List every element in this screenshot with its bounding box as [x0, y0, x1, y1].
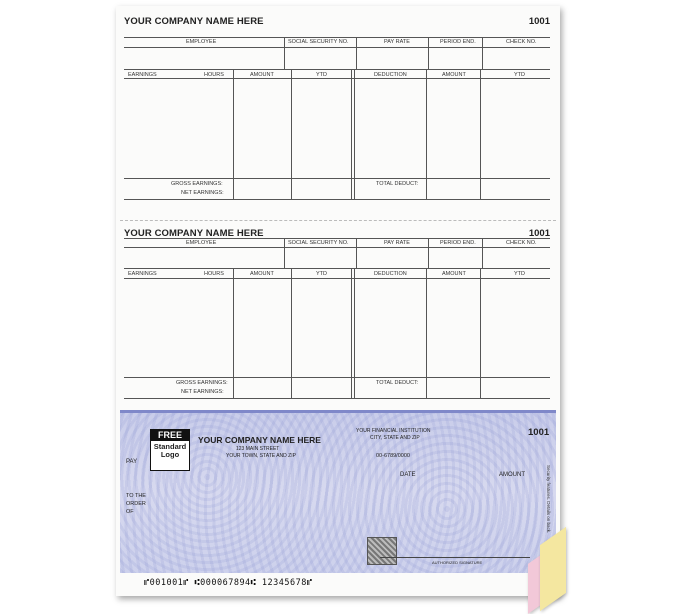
total-deduct-label: TOTAL DEDUCT: [376, 181, 419, 187]
check-city: YOUR TOWN, STATE AND ZIP [226, 453, 296, 459]
header-employee: EMPLOYEE [186, 240, 217, 246]
header-employee: EMPLOYEE [186, 39, 217, 45]
check-face [120, 410, 556, 573]
micr-line: ⑈001001⑈ ⑆000067894⑆ 12345678⑈ [144, 578, 313, 588]
gross-earnings-label: GROSS EARNINGS: [176, 380, 228, 386]
net-earnings-label: NET EARNINGS: [181, 389, 224, 395]
pay-stub-bottom [124, 228, 550, 418]
col-hours: HOURS [204, 271, 224, 277]
col-earnings: EARNINGS [128, 271, 157, 277]
stub-check-number: 1001 [528, 228, 550, 239]
payroll-check-form [116, 6, 560, 596]
col-ded-amount: AMOUNT [442, 271, 466, 277]
pay-label: PAY [126, 459, 138, 465]
col-amount: AMOUNT [250, 72, 274, 78]
col-earnings: EARNINGS [128, 72, 157, 78]
col-amount: AMOUNT [250, 271, 274, 277]
col-deduction: DEDUCTION [374, 72, 407, 78]
col-ded-amount: AMOUNT [442, 72, 466, 78]
col-deduction: DEDUCTION [374, 271, 407, 277]
header-check-no: CHECK NO. [506, 240, 537, 246]
col-ytd: YTD [316, 72, 327, 78]
stub-company-name: YOUR COMPANY NAME HERE [124, 16, 264, 27]
security-features-note: Security features. Details on back. [546, 465, 551, 534]
to-the-label: TO THE [126, 493, 146, 499]
header-pay-rate: PAY RATE [384, 240, 410, 246]
signature-line [380, 557, 530, 558]
pay-stub-top [124, 16, 550, 206]
bank-name: YOUR FINANCIAL INSTITUTION [356, 428, 431, 434]
check-company-name: YOUR COMPANY NAME HERE [198, 435, 321, 445]
check-number: 1001 [528, 427, 550, 438]
col-hours: HOURS [204, 72, 224, 78]
col-ded-ytd: YTD [514, 271, 525, 277]
signature-label: AUTHORIZED SIGNATURE [432, 560, 483, 565]
order-label: ORDER [126, 501, 146, 507]
header-period-end: PERIOD END. [440, 39, 476, 45]
bank-city: CITY, STATE AND ZIP [370, 435, 420, 441]
stub-check-number: 1001 [528, 16, 550, 27]
logo-free-text: FREE [151, 430, 189, 441]
col-ytd: YTD [316, 271, 327, 277]
fraction-code: 00-6789/0000 [376, 453, 410, 459]
amount-label: AMOUNT [499, 472, 525, 478]
net-earnings-label: NET EARNINGS: [181, 190, 224, 196]
header-period-end: PERIOD END. [440, 240, 476, 246]
header-ssn: SOCIAL SECURITY NO. [288, 240, 349, 246]
logo-standard-text: Standard Logo [153, 442, 187, 459]
header-pay-rate: PAY RATE [384, 39, 410, 45]
gross-earnings-label: GROSS EARNINGS: [171, 181, 223, 187]
total-deduct-label: TOTAL DEDUCT: [376, 380, 419, 386]
col-ded-ytd: YTD [514, 72, 525, 78]
security-hologram [367, 537, 397, 565]
header-ssn: SOCIAL SECURITY NO. [288, 39, 349, 45]
date-label: DATE [400, 472, 416, 478]
logo-placeholder [150, 429, 190, 471]
header-check-no: CHECK NO. [506, 39, 537, 45]
of-label: OF [126, 509, 134, 515]
check-street: 123 MAIN STREET [236, 446, 280, 452]
stub-company-name: YOUR COMPANY NAME HERE [124, 228, 264, 239]
